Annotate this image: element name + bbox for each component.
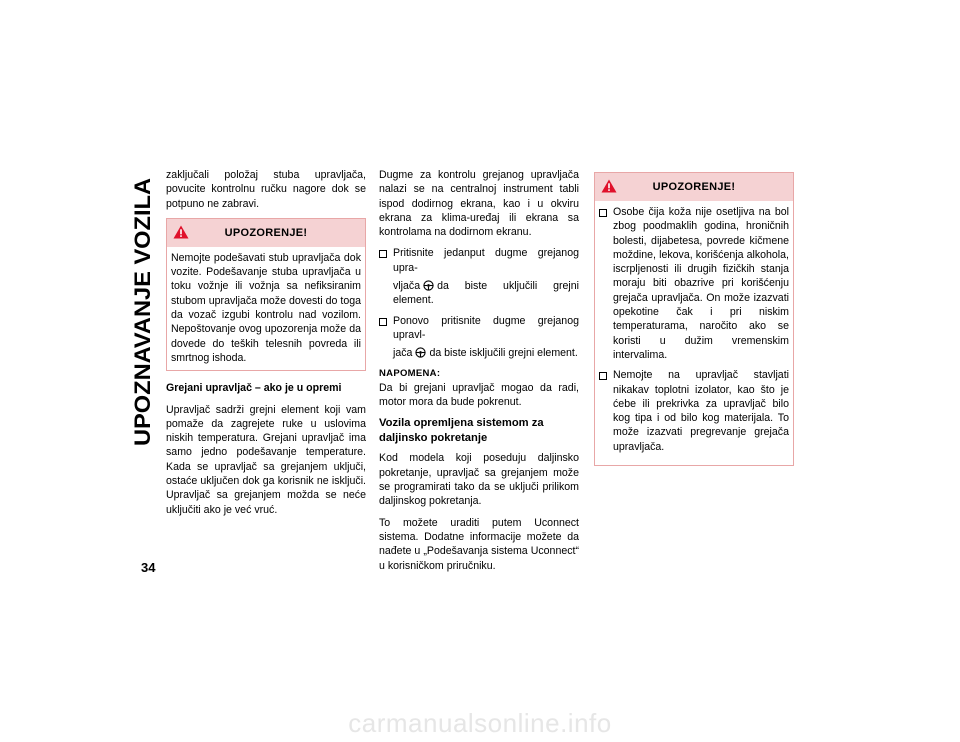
bullet-text-line2: vljača xyxy=(393,280,421,293)
column-right xyxy=(594,168,794,476)
bullet-text-line2: jača xyxy=(393,347,413,360)
bullet-text-line3: da biste isključili grejni element. xyxy=(429,347,578,360)
note-label: NAPOMENA: xyxy=(379,367,441,379)
checkbox-bullet-icon xyxy=(599,372,607,380)
column-left xyxy=(166,168,366,524)
heated-steering-wheel-icon xyxy=(415,347,426,358)
body-paragraph: To možete uraditi putem Uconnect sistema. Dodatne informacije možete da nađete u „Podešavanja sistema Uconnect“ u korisničkom priručniku. xyxy=(379,516,579,572)
list-item xyxy=(599,205,789,362)
body-paragraph: Upravljač sadrži grejni element koji vam pomaže da zagrejete ruke u uslovima niskih temperatura. Grejani upravljač ima samo jedno podešavanje temperature. Kada se upravljač sa grejanjem uključi, ostaće uključen dok ga korisnik ne isključi. Upravljač sa grejanjem možda se neće uključiti ako je već vruć. xyxy=(166,403,366,516)
list-item xyxy=(379,314,579,361)
watermark-text: carmanualsonline.info xyxy=(348,708,612,738)
checkbox-bullet-icon xyxy=(379,250,387,258)
section-heading: Vozila opremljena sistemom za daljinsko pokretanje xyxy=(379,417,544,444)
checkbox-bullet-icon xyxy=(599,209,607,217)
warning-box xyxy=(594,172,794,466)
bullet-text-line1: Ponovo pritisnite dugme grejanog upravl- xyxy=(393,314,579,341)
warning-body xyxy=(167,247,365,370)
side-section-title xyxy=(120,176,160,446)
watermark xyxy=(0,708,960,739)
warning-bullet-text: Nemojte na upravljač stavljati nikakav toplotni izolator, kao što je ćebe ili prekrivka za upravljač bilo kog tipa i od bilo kog materijala. To može izazvati pregrevanje grejača upravljača. xyxy=(613,369,789,453)
list-item xyxy=(599,368,789,454)
side-section-title-text: UPOZNAVANJE VOZILA xyxy=(130,190,155,446)
warning-text: Nemojte podešavati stub upravljača dok vozite. Podešavanje stuba upravljača u toku vožnje ili vožnja sa nefiksiranim stubom upravljača može dovesti do toga da vozač izgubi kontrolu nad vozilom. Nepoštovanje ovog upozorenja može da dovede do teških telesnih povreda ili smrtnog ishoda. xyxy=(171,251,361,364)
warning-triangle-icon xyxy=(173,225,189,239)
checkbox-bullet-icon xyxy=(379,318,387,326)
heated-steering-wheel-icon xyxy=(423,280,434,291)
warning-title: UPOZORENJE! xyxy=(224,226,308,239)
warning-title: UPOZORENJE! xyxy=(652,180,736,193)
warning-bullet-text: Osobe čija koža nije osetljiva na bol zbog poodmaklih godina, hroničnih bolesti, dijabetesa, povrede kičmene moždine, lekova, korišćenja alkohola, iscrpljenosti ili drugih fizičkih stanja moraju biti obazrive pri korišćenju grejača upravljača. On može izazvati opekotine čak i pri niskim temperaturama, naročito ako se koristi u dužim vremenskim intervalima. xyxy=(613,206,789,361)
warning-triangle-icon xyxy=(601,179,617,193)
warning-header xyxy=(595,173,793,201)
list-item xyxy=(379,246,579,307)
page-number: 34 xyxy=(141,560,156,575)
body-paragraph: Kod modela koji poseduju daljinsko pokretanje, upravljač sa grejanjem može se programirati tako da se uključi prilikom daljinskog pokretanja. xyxy=(379,452,579,508)
bullet-text-line3: da biste uključili grejni element. xyxy=(393,280,579,307)
warning-body xyxy=(595,201,793,465)
intro-paragraph: zaključali položaj stuba upravljača, povucite kontrolnu ručku nagore dok se potpuno ne zabravi. xyxy=(166,169,366,210)
warning-header xyxy=(167,219,365,247)
bullet-text-line1: Pritisnite jedanput dugme grejanog upra- xyxy=(393,247,579,274)
intro-paragraph: Dugme za kontrolu grejanog upravljača nalazi se na centralnoj instrument tabli ispod dodirnog ekrana, kao i u okviru ekrana za klima-uređaj ili ekrana sa kontrolama na dodirnom ekranu. xyxy=(379,169,579,239)
warning-box xyxy=(166,218,366,371)
column-middle xyxy=(379,168,579,580)
note-text: Da bi grejani upravljač mogao da radi, motor mora da bude pokrenut. xyxy=(379,381,579,409)
section-heading: Grejani upravljač – ako je u opremi xyxy=(166,382,342,395)
